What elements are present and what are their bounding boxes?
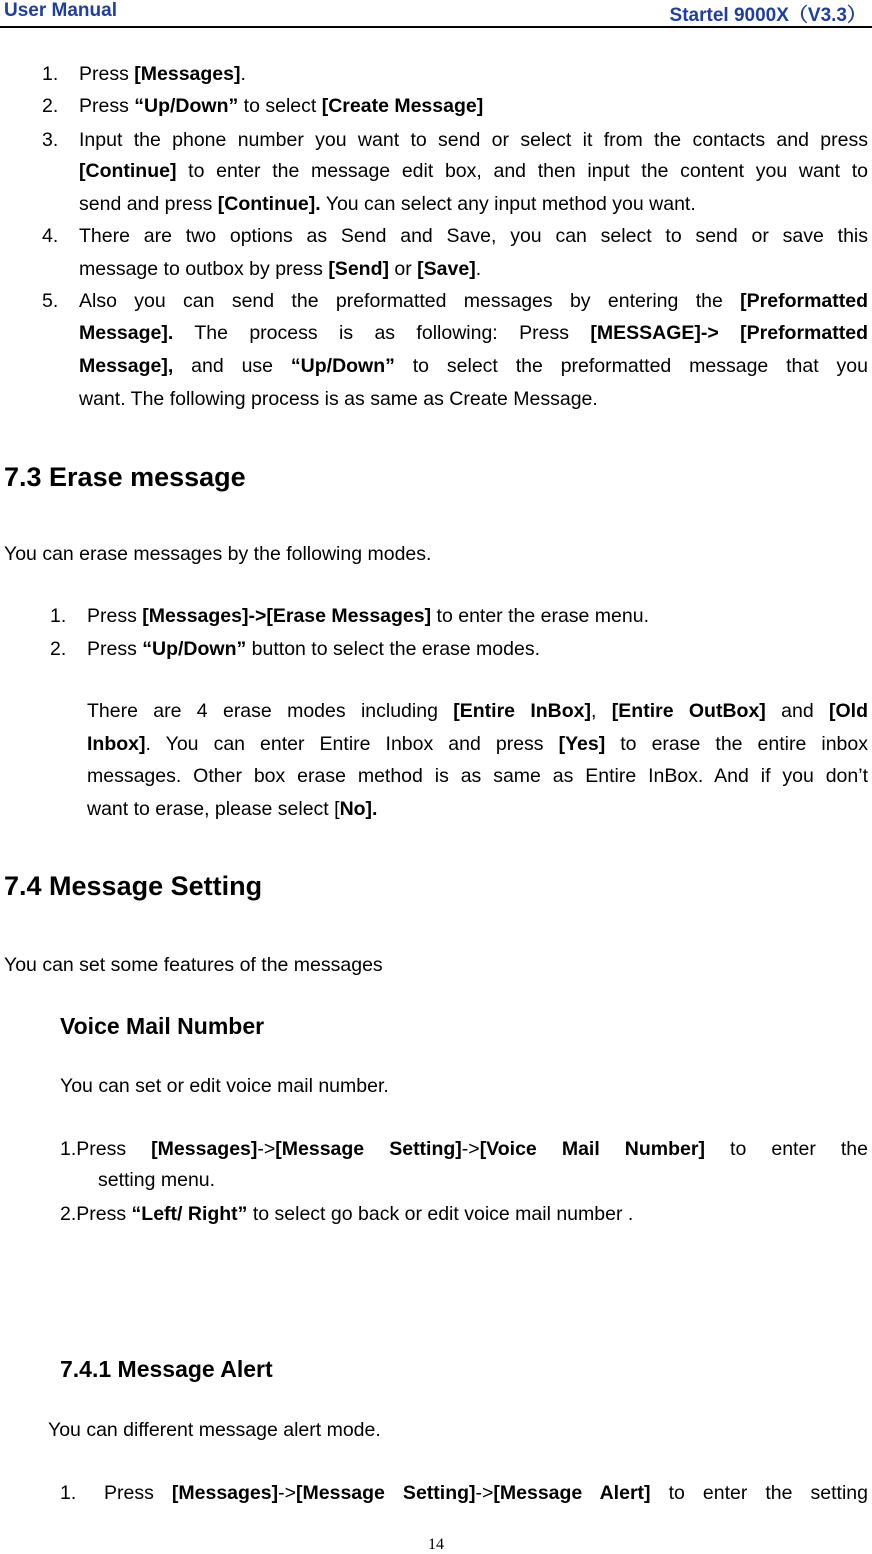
section-heading: 7.3 Erase message bbox=[4, 462, 246, 492]
list-item-cont: Message]. The process is as following: Press [MESSAGE]-> [Preformatted bbox=[79, 322, 868, 344]
section-intro: You can set some features of the messages bbox=[4, 954, 383, 976]
step-number: 4. bbox=[42, 225, 59, 247]
list-item-cont: message to outbox by press [Send] or [Save]. bbox=[79, 258, 482, 280]
header-title: User Manual bbox=[4, 0, 117, 21]
section-intro: You can erase messages by the following modes. bbox=[4, 543, 432, 565]
list-item: Press [Messages]. bbox=[79, 63, 246, 85]
step-number: 1. bbox=[50, 605, 67, 627]
list-item: There are two options as Send and Save, you can select to send or save this bbox=[79, 225, 868, 247]
list-item-cont: [Continue] to enter the message edit box, and then input the content you want to bbox=[79, 160, 868, 182]
list-item: 1.Press [Messages]->[Message Setting]->[Voice Mail Number] to enter the bbox=[60, 1138, 868, 1160]
paragraph: You can different message alert mode. bbox=[48, 1419, 381, 1441]
list-item-cont: setting menu. bbox=[98, 1169, 216, 1191]
list-item: Press [Messages]->[Message Setting]->[Message Alert] to enter the setting bbox=[104, 1482, 868, 1504]
subsection-heading: Voice Mail Number bbox=[60, 1013, 265, 1039]
section-heading: 7.4 Message Setting bbox=[4, 871, 263, 901]
list-item-cont: Message], and use “Up/Down” to select the preformatted message that you bbox=[79, 355, 868, 377]
page-number: 14 bbox=[428, 1536, 444, 1553]
paragraph: You can set or edit voice mail number. bbox=[60, 1075, 389, 1097]
list-item: Also you can send the preformatted messages by entering the [Preformatted bbox=[79, 290, 868, 312]
paragraph: messages. Other box erase method is as same as Entire InBox. And if you don’t bbox=[87, 765, 868, 787]
list-item-cont: send and press [Continue]. You can select any input method you want. bbox=[79, 193, 696, 215]
paragraph: want to erase, please select [No]. bbox=[87, 798, 378, 820]
step-number: 3. bbox=[42, 129, 59, 151]
list-item: Press [Messages]->[Erase Messages] to enter the erase menu. bbox=[87, 605, 650, 627]
paragraph: Inbox]. You can enter Entire Inbox and press [Yes] to erase the entire inbox bbox=[87, 733, 869, 755]
step-number: 1. bbox=[42, 63, 59, 85]
subsection-heading: 7.4.1 Message Alert bbox=[60, 1356, 273, 1382]
list-item: 2.Press “Left/ Right” to select go back or edit voice mail number . bbox=[60, 1203, 634, 1225]
step-number: 2. bbox=[50, 638, 67, 660]
list-item: Press “Up/Down” button to select the erase modes. bbox=[87, 638, 541, 660]
paragraph: There are 4 erase modes including [Entire InBox], [Entire OutBox] and [Old bbox=[87, 700, 868, 722]
header-model: Startel 9000X（V3.3） bbox=[669, 5, 866, 26]
list-item: Input the phone number you want to send or select it from the contacts and press bbox=[79, 129, 868, 151]
list-item: Press “Up/Down” to select [Create Message] bbox=[79, 95, 484, 117]
step-number: 1. bbox=[60, 1482, 77, 1504]
page-header bbox=[0, 0, 872, 28]
list-item-cont: want. The following process is as same as Create Message. bbox=[79, 388, 598, 410]
step-number: 2. bbox=[42, 95, 59, 117]
step-number: 5. bbox=[42, 290, 59, 312]
